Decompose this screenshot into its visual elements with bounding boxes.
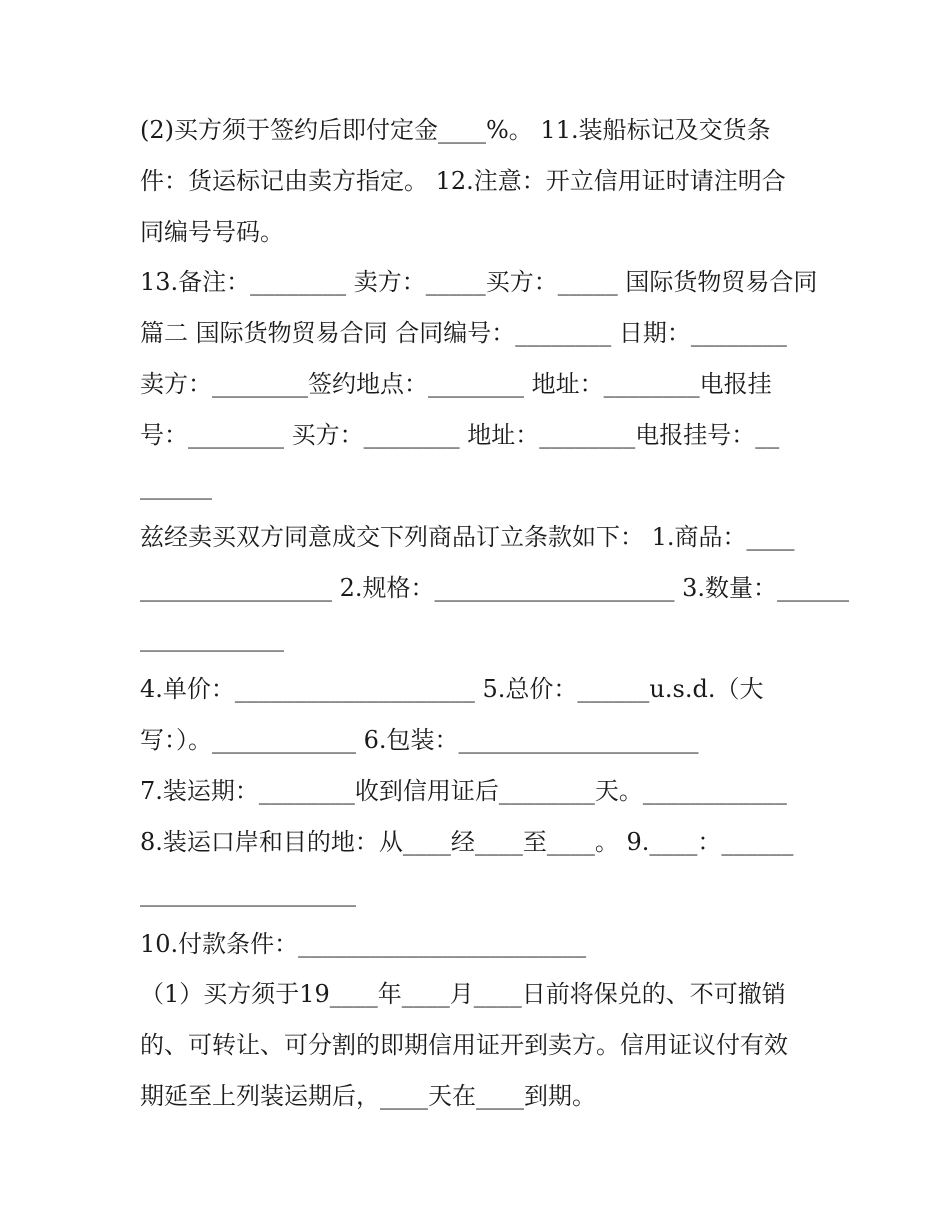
- text-line: __________________: [140, 879, 356, 907]
- text-line: 的、可转让、可分割的即期信用证开到卖方。信用证议付有效: [140, 1031, 788, 1059]
- text-line: 件：货运标记由卖方指定。 12.注意：开立信用证时请注明合: [140, 167, 786, 195]
- text-line: 篇二 国际货物贸易合同 合同编号：________ 日期：________: [140, 319, 787, 347]
- text-line: 4.单价：____________________ 5.总价：______u.s.d.（大: [140, 675, 764, 703]
- text-line: ________________ 2.规格：____________________ 3.数量：______: [140, 574, 850, 602]
- text-line: （1）买方须于19____年____月____日前将保兑的、不可撤销: [140, 980, 786, 1008]
- text-line: 同编号号码。: [140, 218, 284, 246]
- text-line: 卖方：________签约地点：________ 地址：________电报挂: [140, 370, 772, 398]
- text-line: 7.装运期：________收到信用证后________天。____________: [140, 777, 787, 805]
- text-line: ______: [140, 472, 212, 500]
- text-line: 期延至上列装运期后，____天在____到期。: [140, 1082, 596, 1110]
- text-line: 写：）。____________ 6.包装：____________________: [140, 726, 699, 754]
- text-line: 10.付款条件：________________________: [140, 930, 587, 958]
- text-line: 8.装运口岸和目的地：从____经____至____。 9.____：______: [140, 828, 794, 856]
- text-line: ____________: [140, 624, 284, 652]
- text-line: 号：________ 买方：________ 地址：________电报挂号：__: [140, 421, 780, 449]
- text-line: (2)买方须于签约后即付定金____%。 11.装船标记及交货条: [140, 116, 771, 144]
- text-line: 13.备注：________ 卖方：_____买方：_____ 国际货物贸易合同: [140, 268, 818, 296]
- text-line: 兹经卖买双方同意成交下列商品订立条款如下： 1.商品：____: [140, 523, 795, 551]
